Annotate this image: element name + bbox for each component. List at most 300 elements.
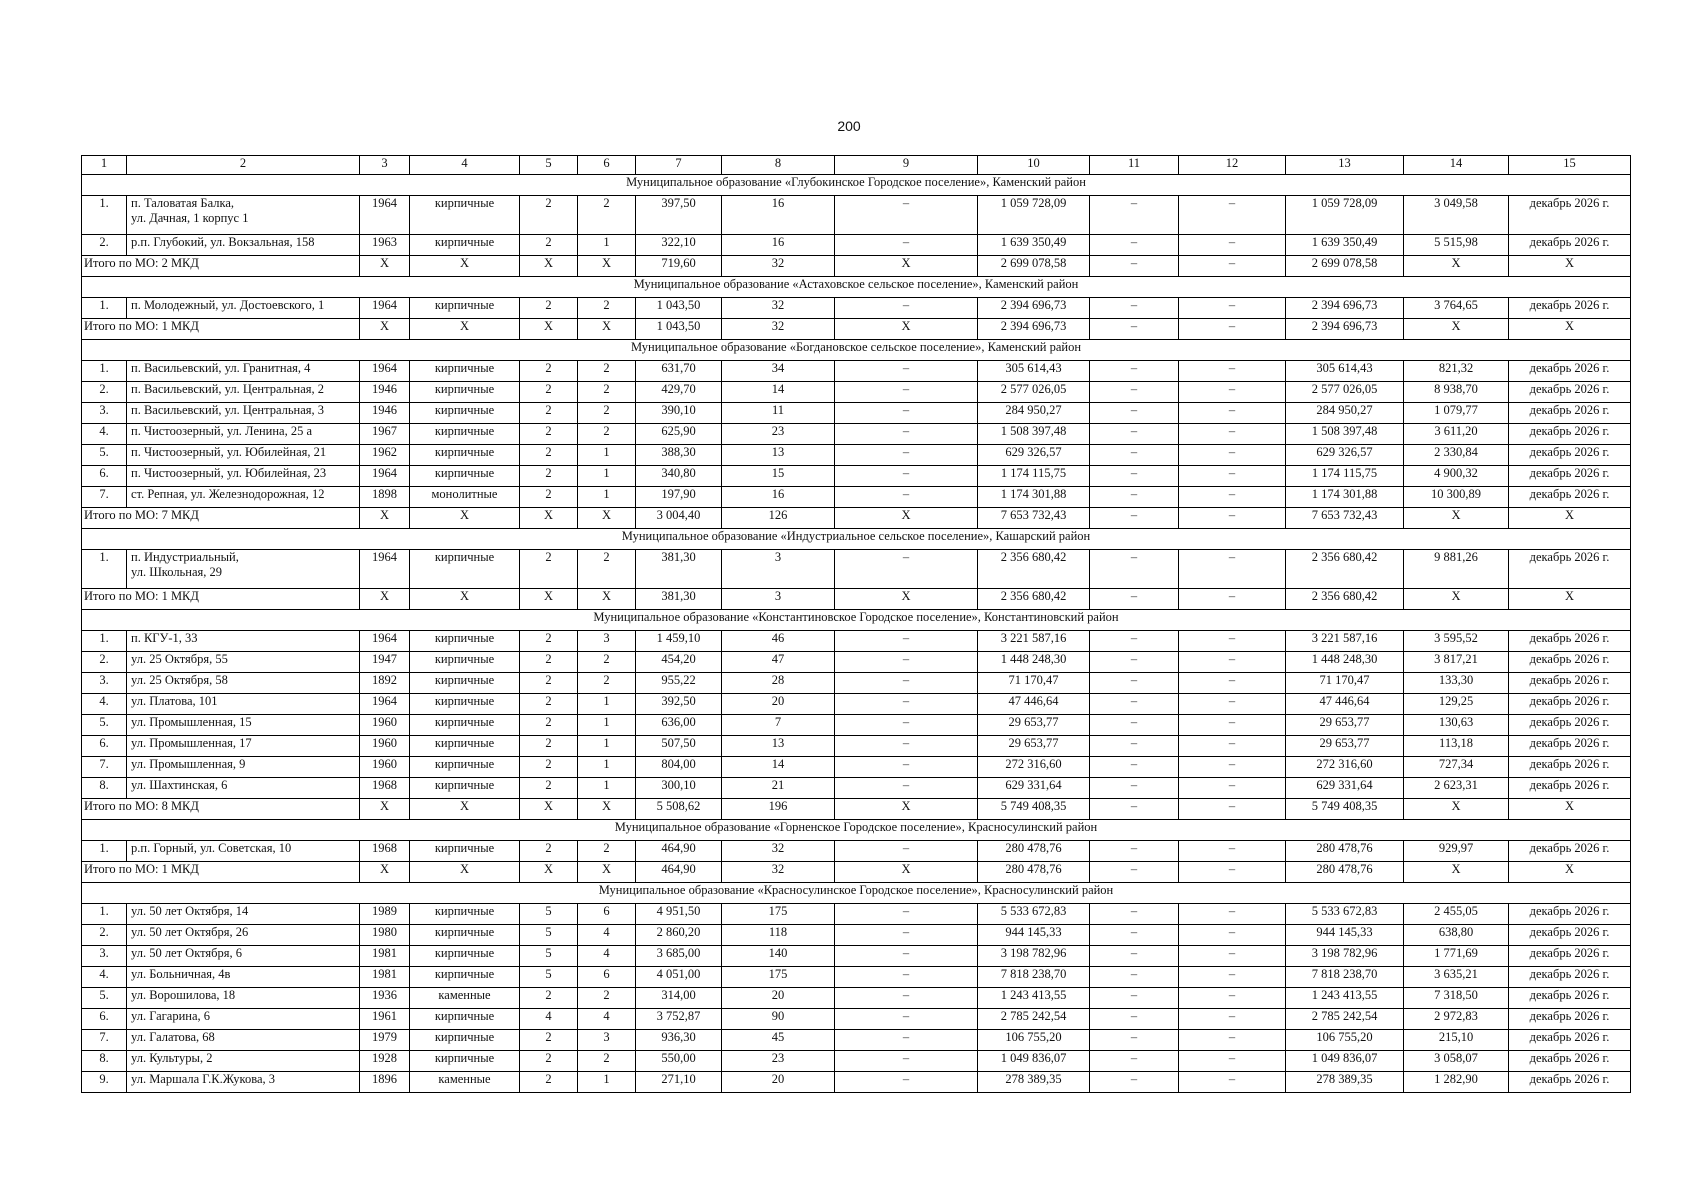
cell-col-6: 2 bbox=[578, 298, 636, 319]
cell-col-11: – bbox=[1090, 988, 1179, 1009]
total-row bbox=[82, 319, 1631, 340]
cell-col-3: 1896 bbox=[360, 1072, 410, 1093]
cell-col-7: 1 043,50 bbox=[636, 298, 722, 319]
cell-col-12: – bbox=[1179, 424, 1286, 445]
cell-col-5: 2 bbox=[520, 361, 578, 382]
column-number-3: 3 bbox=[360, 156, 410, 175]
cell-col-2: п. Васильевский, ул. Гранитная, 4 bbox=[127, 361, 360, 382]
cell-col-7: 300,10 bbox=[636, 778, 722, 799]
cell-col-12: – bbox=[1179, 988, 1286, 1009]
cell-col-13: 71 170,47 bbox=[1286, 673, 1404, 694]
cell-col-10: 71 170,47 bbox=[978, 673, 1090, 694]
cell-col-15: декабрь 2026 г. bbox=[1509, 757, 1631, 778]
cell-col-5: 2 bbox=[520, 694, 578, 715]
cell-col-6: 4 bbox=[578, 1009, 636, 1030]
cell-col-2: ул. Платова, 101 bbox=[127, 694, 360, 715]
cell-col-2: ул. 25 Октября, 55 bbox=[127, 652, 360, 673]
cell-col-2: п. Индустриальный, ул. Школьная, 29 bbox=[127, 550, 360, 589]
cell-col-12: – bbox=[1179, 946, 1286, 967]
cell-col-7: 4 051,00 bbox=[636, 967, 722, 988]
total-row bbox=[82, 508, 1631, 529]
cell-col-11: – bbox=[1090, 1072, 1179, 1093]
cell-col-3: 1961 bbox=[360, 1009, 410, 1030]
table-row bbox=[82, 466, 1631, 487]
cell-col-1: 1. bbox=[82, 196, 127, 235]
cell-col-6: 2 bbox=[578, 673, 636, 694]
cell-col-1: 2. bbox=[82, 925, 127, 946]
cell-col-15: декабрь 2026 г. bbox=[1509, 904, 1631, 925]
cell-col-14: 8 938,70 bbox=[1404, 382, 1509, 403]
column-number-10: 10 bbox=[978, 156, 1090, 175]
table-row bbox=[82, 1009, 1631, 1030]
cell-col-5: 2 bbox=[520, 652, 578, 673]
total-col-10: 7 653 732,43 bbox=[978, 508, 1090, 529]
total-col-12: – bbox=[1179, 589, 1286, 610]
cell-col-8: 23 bbox=[722, 1051, 835, 1072]
cell-col-12: – bbox=[1179, 967, 1286, 988]
cell-col-2: ул. Промышленная, 17 bbox=[127, 736, 360, 757]
cell-col-10: 629 331,64 bbox=[978, 778, 1090, 799]
cell-col-11: – bbox=[1090, 757, 1179, 778]
cell-col-4: кирпичные bbox=[410, 382, 520, 403]
total-col-14: X bbox=[1404, 862, 1509, 883]
cell-col-8: 14 bbox=[722, 757, 835, 778]
cell-col-8: 45 bbox=[722, 1030, 835, 1051]
total-col-9: X bbox=[835, 862, 978, 883]
cell-col-6: 2 bbox=[578, 196, 636, 235]
total-col-4: X bbox=[410, 256, 520, 277]
cell-col-8: 14 bbox=[722, 382, 835, 403]
cell-col-10: 278 389,35 bbox=[978, 1072, 1090, 1093]
cell-col-12: – bbox=[1179, 694, 1286, 715]
total-col-3: X bbox=[360, 799, 410, 820]
table-row bbox=[82, 946, 1631, 967]
cell-col-8: 28 bbox=[722, 673, 835, 694]
total-row bbox=[82, 862, 1631, 883]
cell-col-14: 929,97 bbox=[1404, 841, 1509, 862]
table-row bbox=[82, 424, 1631, 445]
cell-col-15: декабрь 2026 г. bbox=[1509, 403, 1631, 424]
cell-col-1: 5. bbox=[82, 445, 127, 466]
cell-col-9: – bbox=[835, 736, 978, 757]
cell-col-14: 727,34 bbox=[1404, 757, 1509, 778]
cell-col-5: 2 bbox=[520, 487, 578, 508]
cell-col-3: 1947 bbox=[360, 652, 410, 673]
total-col-6: X bbox=[578, 319, 636, 340]
cell-col-2: п. Чистоозерный, ул. Ленина, 25 а bbox=[127, 424, 360, 445]
cell-col-13: 629 326,57 bbox=[1286, 445, 1404, 466]
section-header-row bbox=[82, 610, 1631, 631]
section-header-row bbox=[82, 820, 1631, 841]
cell-col-6: 2 bbox=[578, 382, 636, 403]
cell-col-14: 3 049,58 bbox=[1404, 196, 1509, 235]
cell-col-1: 9. bbox=[82, 1072, 127, 1093]
cell-col-2: ул. Больничная, 4в bbox=[127, 967, 360, 988]
cell-col-3: 1964 bbox=[360, 466, 410, 487]
cell-col-8: 21 bbox=[722, 778, 835, 799]
cell-col-9: – bbox=[835, 757, 978, 778]
cell-col-2: ул. 50 лет Октября, 14 bbox=[127, 904, 360, 925]
total-col-15: X bbox=[1509, 862, 1631, 883]
cell-col-5: 2 bbox=[520, 445, 578, 466]
column-number-7: 7 bbox=[636, 156, 722, 175]
table-row bbox=[82, 382, 1631, 403]
total-col-8: 32 bbox=[722, 319, 835, 340]
cell-col-5: 5 bbox=[520, 967, 578, 988]
cell-col-11: – bbox=[1090, 1009, 1179, 1030]
total-col-14: X bbox=[1404, 256, 1509, 277]
cell-col-4: монолитные bbox=[410, 487, 520, 508]
cell-col-13: 2 356 680,42 bbox=[1286, 550, 1404, 589]
cell-col-10: 1 639 350,49 bbox=[978, 235, 1090, 256]
cell-col-10: 1 174 115,75 bbox=[978, 466, 1090, 487]
cell-col-14: 215,10 bbox=[1404, 1030, 1509, 1051]
cell-col-3: 1892 bbox=[360, 673, 410, 694]
cell-col-15: декабрь 2026 г. bbox=[1509, 652, 1631, 673]
cell-col-5: 2 bbox=[520, 757, 578, 778]
cell-col-11: – bbox=[1090, 298, 1179, 319]
cell-col-2: ул. Промышленная, 9 bbox=[127, 757, 360, 778]
cell-col-5: 2 bbox=[520, 631, 578, 652]
cell-col-10: 1 174 301,88 bbox=[978, 487, 1090, 508]
cell-col-1: 6. bbox=[82, 1009, 127, 1030]
cell-col-14: 113,18 bbox=[1404, 736, 1509, 757]
cell-col-11: – bbox=[1090, 403, 1179, 424]
total-col-14: X bbox=[1404, 508, 1509, 529]
total-col-13: 280 478,76 bbox=[1286, 862, 1404, 883]
cell-col-3: 1989 bbox=[360, 904, 410, 925]
cell-col-10: 1 243 413,55 bbox=[978, 988, 1090, 1009]
cell-col-11: – bbox=[1090, 361, 1179, 382]
total-col-3: X bbox=[360, 589, 410, 610]
total-col-9: X bbox=[835, 799, 978, 820]
cell-col-13: 284 950,27 bbox=[1286, 403, 1404, 424]
cell-col-14: 638,80 bbox=[1404, 925, 1509, 946]
cell-col-8: 11 bbox=[722, 403, 835, 424]
cell-col-6: 1 bbox=[578, 736, 636, 757]
cell-col-15: декабрь 2026 г. bbox=[1509, 487, 1631, 508]
cell-col-2: ул. Гагарина, 6 bbox=[127, 1009, 360, 1030]
cell-col-1: 5. bbox=[82, 715, 127, 736]
cell-col-1: 1. bbox=[82, 841, 127, 862]
total-col-5: X bbox=[520, 319, 578, 340]
cell-col-4: кирпичные bbox=[410, 1030, 520, 1051]
cell-col-4: каменные bbox=[410, 1072, 520, 1093]
total-label: Итого по МО: 1 МКД bbox=[82, 862, 360, 883]
cell-col-10: 1 049 836,07 bbox=[978, 1051, 1090, 1072]
cell-col-13: 1 174 115,75 bbox=[1286, 466, 1404, 487]
table-row bbox=[82, 1051, 1631, 1072]
total-col-13: 2 356 680,42 bbox=[1286, 589, 1404, 610]
cell-col-11: – bbox=[1090, 652, 1179, 673]
cell-col-12: – bbox=[1179, 487, 1286, 508]
cell-col-1: 8. bbox=[82, 1051, 127, 1072]
cell-col-9: – bbox=[835, 652, 978, 673]
cell-col-8: 32 bbox=[722, 841, 835, 862]
cell-col-4: кирпичные bbox=[410, 235, 520, 256]
cell-col-13: 2 785 242,54 bbox=[1286, 1009, 1404, 1030]
cell-col-8: 140 bbox=[722, 946, 835, 967]
cell-col-13: 106 755,20 bbox=[1286, 1030, 1404, 1051]
cell-col-8: 16 bbox=[722, 196, 835, 235]
total-col-15: X bbox=[1509, 508, 1631, 529]
cell-col-1: 4. bbox=[82, 967, 127, 988]
total-label: Итого по МО: 7 МКД bbox=[82, 508, 360, 529]
section-header-row bbox=[82, 277, 1631, 298]
cell-col-14: 4 900,32 bbox=[1404, 466, 1509, 487]
total-col-5: X bbox=[520, 256, 578, 277]
cell-col-9: – bbox=[835, 403, 978, 424]
cell-col-1: 1. bbox=[82, 298, 127, 319]
cell-col-13: 1 174 301,88 bbox=[1286, 487, 1404, 508]
cell-col-4: кирпичные bbox=[410, 1051, 520, 1072]
total-col-11: – bbox=[1090, 319, 1179, 340]
cell-col-14: 3 817,21 bbox=[1404, 652, 1509, 673]
cell-col-4: кирпичные bbox=[410, 736, 520, 757]
cell-col-1: 4. bbox=[82, 694, 127, 715]
cell-col-4: кирпичные bbox=[410, 694, 520, 715]
cell-col-7: 397,50 bbox=[636, 196, 722, 235]
cell-col-8: 90 bbox=[722, 1009, 835, 1030]
cell-col-10: 280 478,76 bbox=[978, 841, 1090, 862]
total-col-4: X bbox=[410, 319, 520, 340]
cell-col-7: 3 752,87 bbox=[636, 1009, 722, 1030]
total-col-8: 126 bbox=[722, 508, 835, 529]
cell-col-10: 47 446,64 bbox=[978, 694, 1090, 715]
cell-col-1: 3. bbox=[82, 946, 127, 967]
cell-col-2: п. Чистоозерный, ул. Юбилейная, 21 bbox=[127, 445, 360, 466]
cell-col-14: 10 300,89 bbox=[1404, 487, 1509, 508]
cell-col-2: п. Чистоозерный, ул. Юбилейная, 23 bbox=[127, 466, 360, 487]
table-row bbox=[82, 757, 1631, 778]
cell-col-7: 550,00 bbox=[636, 1051, 722, 1072]
cell-col-3: 1898 bbox=[360, 487, 410, 508]
housing-repair-table bbox=[81, 155, 1631, 1093]
total-row bbox=[82, 256, 1631, 277]
cell-col-5: 2 bbox=[520, 673, 578, 694]
cell-col-6: 1 bbox=[578, 757, 636, 778]
cell-col-15: декабрь 2026 г. bbox=[1509, 1072, 1631, 1093]
cell-col-11: – bbox=[1090, 925, 1179, 946]
total-col-12: – bbox=[1179, 799, 1286, 820]
cell-col-4: кирпичные bbox=[410, 673, 520, 694]
table-row bbox=[82, 967, 1631, 988]
cell-col-13: 280 478,76 bbox=[1286, 841, 1404, 862]
cell-col-12: – bbox=[1179, 382, 1286, 403]
cell-col-1: 6. bbox=[82, 466, 127, 487]
cell-col-4: кирпичные bbox=[410, 361, 520, 382]
cell-col-3: 1964 bbox=[360, 631, 410, 652]
cell-col-8: 13 bbox=[722, 736, 835, 757]
total-col-7: 381,30 bbox=[636, 589, 722, 610]
cell-col-10: 272 316,60 bbox=[978, 757, 1090, 778]
cell-col-12: – bbox=[1179, 1051, 1286, 1072]
cell-col-9: – bbox=[835, 424, 978, 445]
cell-col-2: п. Васильевский, ул. Центральная, 3 bbox=[127, 403, 360, 424]
total-row bbox=[82, 589, 1631, 610]
table-row bbox=[82, 445, 1631, 466]
cell-col-5: 5 bbox=[520, 904, 578, 925]
total-col-11: – bbox=[1090, 589, 1179, 610]
cell-col-11: – bbox=[1090, 631, 1179, 652]
table-row bbox=[82, 1030, 1631, 1051]
total-col-7: 719,60 bbox=[636, 256, 722, 277]
cell-col-9: – bbox=[835, 550, 978, 589]
cell-col-9: – bbox=[835, 988, 978, 1009]
cell-col-3: 1981 bbox=[360, 946, 410, 967]
total-col-7: 1 043,50 bbox=[636, 319, 722, 340]
total-col-3: X bbox=[360, 256, 410, 277]
cell-col-7: 955,22 bbox=[636, 673, 722, 694]
cell-col-11: – bbox=[1090, 487, 1179, 508]
cell-col-12: – bbox=[1179, 757, 1286, 778]
cell-col-13: 1 059 728,09 bbox=[1286, 196, 1404, 235]
cell-col-1: 1. bbox=[82, 904, 127, 925]
section-header-row bbox=[82, 175, 1631, 196]
cell-col-10: 1 448 248,30 bbox=[978, 652, 1090, 673]
cell-col-15: декабрь 2026 г. bbox=[1509, 1009, 1631, 1030]
cell-col-11: – bbox=[1090, 673, 1179, 694]
cell-col-5: 2 bbox=[520, 1072, 578, 1093]
cell-col-2: ул. Шахтинская, 6 bbox=[127, 778, 360, 799]
cell-col-7: 636,00 bbox=[636, 715, 722, 736]
cell-col-8: 20 bbox=[722, 988, 835, 1009]
cell-col-13: 1 049 836,07 bbox=[1286, 1051, 1404, 1072]
cell-col-6: 1 bbox=[578, 445, 636, 466]
cell-col-9: – bbox=[835, 196, 978, 235]
total-col-10: 5 749 408,35 bbox=[978, 799, 1090, 820]
total-col-3: X bbox=[360, 508, 410, 529]
cell-col-5: 2 bbox=[520, 715, 578, 736]
cell-col-14: 821,32 bbox=[1404, 361, 1509, 382]
cell-col-3: 1964 bbox=[360, 196, 410, 235]
column-number-11: 11 bbox=[1090, 156, 1179, 175]
total-col-10: 2 356 680,42 bbox=[978, 589, 1090, 610]
section-title: Муниципальное образование «Богдановское сельское поселение», Каменский район bbox=[82, 340, 1631, 361]
cell-col-13: 272 316,60 bbox=[1286, 757, 1404, 778]
cell-col-6: 3 bbox=[578, 631, 636, 652]
cell-col-4: кирпичные bbox=[410, 715, 520, 736]
cell-col-5: 5 bbox=[520, 925, 578, 946]
cell-col-12: – bbox=[1179, 925, 1286, 946]
cell-col-6: 2 bbox=[578, 361, 636, 382]
table-row bbox=[82, 298, 1631, 319]
cell-col-15: декабрь 2026 г. bbox=[1509, 361, 1631, 382]
cell-col-7: 392,50 bbox=[636, 694, 722, 715]
cell-col-5: 5 bbox=[520, 946, 578, 967]
cell-col-15: декабрь 2026 г. bbox=[1509, 946, 1631, 967]
total-col-7: 3 004,40 bbox=[636, 508, 722, 529]
total-col-8: 32 bbox=[722, 862, 835, 883]
cell-col-2: ул. Ворошилова, 18 bbox=[127, 988, 360, 1009]
section-title: Муниципальное образование «Глубокинское Городское поселение», Каменский район bbox=[82, 175, 1631, 196]
table-row bbox=[82, 988, 1631, 1009]
cell-col-9: – bbox=[835, 235, 978, 256]
total-col-12: – bbox=[1179, 319, 1286, 340]
cell-col-13: 305 614,43 bbox=[1286, 361, 1404, 382]
total-col-14: X bbox=[1404, 799, 1509, 820]
cell-col-7: 314,00 bbox=[636, 988, 722, 1009]
total-label: Итого по МО: 1 МКД bbox=[82, 589, 360, 610]
total-col-12: – bbox=[1179, 256, 1286, 277]
cell-col-14: 3 058,07 bbox=[1404, 1051, 1509, 1072]
cell-col-11: – bbox=[1090, 550, 1179, 589]
cell-col-4: кирпичные bbox=[410, 403, 520, 424]
cell-col-4: кирпичные bbox=[410, 925, 520, 946]
cell-col-15: декабрь 2026 г. bbox=[1509, 925, 1631, 946]
cell-col-13: 944 145,33 bbox=[1286, 925, 1404, 946]
cell-col-4: кирпичные bbox=[410, 550, 520, 589]
cell-col-6: 2 bbox=[578, 403, 636, 424]
cell-col-15: декабрь 2026 г. bbox=[1509, 1030, 1631, 1051]
column-number-6: 6 bbox=[578, 156, 636, 175]
cell-col-5: 4 bbox=[520, 1009, 578, 1030]
cell-col-5: 2 bbox=[520, 466, 578, 487]
cell-col-12: – bbox=[1179, 841, 1286, 862]
section-header-row bbox=[82, 883, 1631, 904]
cell-col-11: – bbox=[1090, 466, 1179, 487]
cell-col-8: 175 bbox=[722, 967, 835, 988]
total-col-9: X bbox=[835, 508, 978, 529]
cell-col-15: декабрь 2026 г. bbox=[1509, 694, 1631, 715]
cell-col-1: 7. bbox=[82, 757, 127, 778]
total-col-6: X bbox=[578, 589, 636, 610]
cell-col-4: кирпичные bbox=[410, 424, 520, 445]
cell-col-7: 507,50 bbox=[636, 736, 722, 757]
column-number-2: 2 bbox=[127, 156, 360, 175]
cell-col-4: кирпичные bbox=[410, 967, 520, 988]
cell-col-10: 944 145,33 bbox=[978, 925, 1090, 946]
cell-col-13: 629 331,64 bbox=[1286, 778, 1404, 799]
cell-col-2: ул. Промышленная, 15 bbox=[127, 715, 360, 736]
column-number-14: 14 bbox=[1404, 156, 1509, 175]
cell-col-3: 1936 bbox=[360, 988, 410, 1009]
cell-col-2: п. КГУ-1, 33 bbox=[127, 631, 360, 652]
cell-col-12: – bbox=[1179, 1072, 1286, 1093]
cell-col-11: – bbox=[1090, 967, 1179, 988]
cell-col-2: п. Васильевский, ул. Центральная, 2 bbox=[127, 382, 360, 403]
cell-col-13: 1 639 350,49 bbox=[1286, 235, 1404, 256]
cell-col-1: 3. bbox=[82, 403, 127, 424]
cell-col-11: – bbox=[1090, 1030, 1179, 1051]
cell-col-15: декабрь 2026 г. bbox=[1509, 841, 1631, 862]
cell-col-6: 1 bbox=[578, 694, 636, 715]
cell-col-15: декабрь 2026 г. bbox=[1509, 424, 1631, 445]
cell-col-14: 3 635,21 bbox=[1404, 967, 1509, 988]
cell-col-7: 322,10 bbox=[636, 235, 722, 256]
cell-col-6: 1 bbox=[578, 778, 636, 799]
total-col-11: – bbox=[1090, 862, 1179, 883]
cell-col-5: 2 bbox=[520, 1030, 578, 1051]
cell-col-15: декабрь 2026 г. bbox=[1509, 715, 1631, 736]
table-row bbox=[82, 403, 1631, 424]
cell-col-15: декабрь 2026 г. bbox=[1509, 235, 1631, 256]
cell-col-9: – bbox=[835, 466, 978, 487]
total-col-9: X bbox=[835, 256, 978, 277]
cell-col-11: – bbox=[1090, 382, 1179, 403]
cell-col-12: – bbox=[1179, 403, 1286, 424]
cell-col-8: 118 bbox=[722, 925, 835, 946]
cell-col-15: декабрь 2026 г. bbox=[1509, 298, 1631, 319]
cell-col-8: 20 bbox=[722, 1072, 835, 1093]
cell-col-12: – bbox=[1179, 550, 1286, 589]
cell-col-11: – bbox=[1090, 841, 1179, 862]
cell-col-11: – bbox=[1090, 445, 1179, 466]
cell-col-2: ст. Репная, ул. Железнодорожная, 12 bbox=[127, 487, 360, 508]
cell-col-12: – bbox=[1179, 631, 1286, 652]
cell-col-12: – bbox=[1179, 736, 1286, 757]
cell-col-12: – bbox=[1179, 715, 1286, 736]
